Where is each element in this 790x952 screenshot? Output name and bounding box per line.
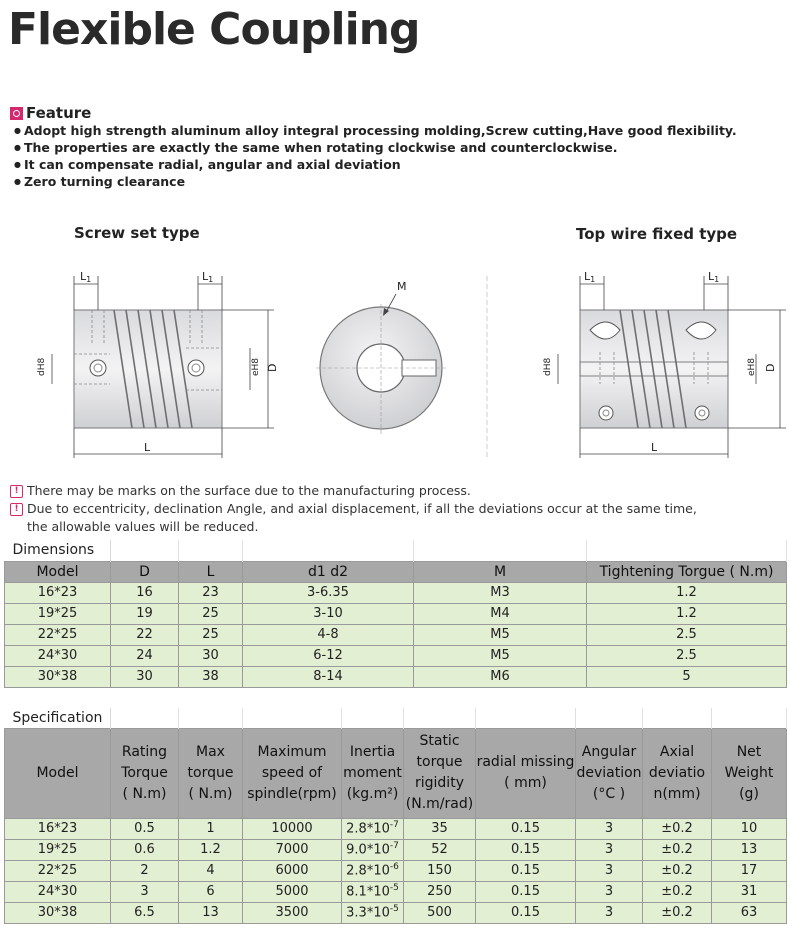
specification-cell: 10 [712, 818, 787, 839]
dimensions-cell: 16 [111, 582, 179, 603]
dimensions-header-cell: M [414, 561, 587, 582]
specification-cell: ±0.2 [643, 902, 712, 923]
inertia-exponent: -7 [389, 841, 399, 852]
specification-header-cell [179, 728, 243, 818]
dimensions-cell: 24*30 [5, 645, 111, 666]
specification-cell: 500 [404, 902, 476, 923]
specification-header-line: (g) [739, 785, 759, 802]
feature-item: ● Zero turning clearance [14, 173, 737, 190]
specification-header-cell [712, 728, 787, 818]
feature-list [14, 122, 737, 190]
dimensions-cell: 19*25 [5, 603, 111, 624]
inertia-base: 2.8*10 [346, 863, 390, 879]
specification-header-cell [576, 728, 643, 818]
specification-cell: ±0.2 [643, 839, 712, 860]
inertia-exponent: -6 [389, 862, 399, 873]
dimensions-cell: 1.2 [587, 603, 787, 624]
specification-cell: 3 [576, 881, 643, 902]
svg-text:D: D [764, 363, 777, 372]
specification-header-line: Angular [581, 743, 637, 760]
dimensions-cell: M3 [414, 582, 587, 603]
dimensions-cell: 6-12 [243, 645, 414, 666]
feature-bullet-icon [10, 107, 23, 120]
coupling-drawings [0, 258, 790, 468]
specification-cell: 3 [576, 839, 643, 860]
specification-header-line: speed of [261, 764, 323, 781]
dimensions-cell: 3-6.35 [243, 582, 414, 603]
top-wire-drawing [543, 270, 786, 458]
dimensions-cell: 22*25 [5, 624, 111, 645]
specification-cell: 10000 [243, 818, 342, 839]
inertia-base: 9.0*10 [346, 842, 390, 858]
dimensions-table [4, 540, 787, 688]
dimensions-cell: 8-14 [243, 666, 414, 687]
specification-cell: 6.5 [111, 902, 179, 923]
specification-cell: 0.15 [476, 860, 576, 881]
specification-header-line: Static [419, 733, 460, 749]
dimensions-cell: 19 [111, 603, 179, 624]
specification-cell: 0.5 [111, 818, 179, 839]
specification-cell: 35 [404, 818, 476, 839]
dimensions-cell: 30 [179, 645, 243, 666]
dimensions-row [5, 582, 787, 603]
specification-table [4, 708, 787, 924]
specification-cell: ±0.2 [643, 860, 712, 881]
feature-item: ● Adopt high strength aluminum alloy integral processing molding,Screw cutting,Have good flexibility. [14, 122, 737, 139]
specification-header-cell [342, 728, 404, 818]
dimensions-cell: 22 [111, 624, 179, 645]
specification-header-line: (N.m/rad) [405, 796, 474, 812]
end-view-drawing [316, 280, 446, 434]
dimensions-cell: 23 [179, 582, 243, 603]
specification-header-cell [643, 728, 712, 818]
dimensions-header-cell: Model [5, 561, 111, 582]
top-wire-type-label: Top wire fixed type [576, 225, 738, 243]
dimensions-cell: 1.2 [587, 582, 787, 603]
feature-item: ● It can compensate radial, angular and axial deviation [14, 156, 737, 173]
svg-text:L1: L1 [708, 270, 720, 284]
inertia-base: 8.1*10 [346, 884, 390, 900]
specification-header-line: ( N.m) [188, 785, 233, 802]
specification-cell: 1.2 [179, 839, 243, 860]
dimensions-row [5, 645, 787, 666]
dimensions-cell: 2.5 [587, 624, 787, 645]
inertia-exponent: -7 [389, 820, 399, 831]
specification-header-line: Net [736, 743, 762, 760]
specification-cell: 3 [576, 902, 643, 923]
specification-caption: Specification [5, 708, 111, 728]
specification-header-line: n(mm) [653, 785, 701, 802]
specification-cell: 150 [404, 860, 476, 881]
specification-header-line: ( N.m) [122, 785, 167, 802]
svg-text:eH8: eH8 [251, 357, 261, 376]
specification-cell: 0.15 [476, 881, 576, 902]
specification-cell: 13 [712, 839, 787, 860]
specification-header-line: Model [36, 764, 79, 781]
dimensions-header-row [5, 561, 787, 582]
specification-cell: 250 [404, 881, 476, 902]
specification-row [5, 860, 787, 881]
feature-heading-text: Feature [26, 104, 92, 122]
specification-cell: 0.15 [476, 902, 576, 923]
specification-header-line: torque [416, 754, 463, 770]
dimensions-header-cell: d1 d2 [243, 561, 414, 582]
specification-cell [342, 902, 404, 923]
specification-header-cell [5, 728, 111, 818]
specification-cell: 17 [712, 860, 787, 881]
svg-text:L1: L1 [80, 270, 92, 284]
specification-row [5, 818, 787, 839]
dimensions-row [5, 624, 787, 645]
specification-cell: 5000 [243, 881, 342, 902]
note-text: Due to eccentricity, declination Angle, and axial displacement, if all the deviations occur at the same time, [27, 501, 697, 516]
svg-text:D: D [266, 363, 279, 372]
specification-cell: 0.15 [476, 818, 576, 839]
note-text: the allowable values will be reduced. [27, 519, 259, 534]
specification-cell [342, 839, 404, 860]
specification-header-line: deviation [576, 764, 642, 781]
warning-icon: ! [10, 485, 23, 498]
inertia-base: 2.8*10 [346, 821, 390, 837]
svg-text:L1: L1 [584, 270, 596, 284]
specification-header-line: ( mm) [504, 775, 547, 791]
svg-text:L1: L1 [202, 270, 214, 284]
feature-heading [10, 104, 91, 122]
specification-header-line: deviatio [648, 764, 706, 781]
specification-cell: 31 [712, 881, 787, 902]
specification-cell: 13 [179, 902, 243, 923]
dimensions-cell: M5 [414, 645, 587, 666]
specification-cell: 30*38 [5, 902, 111, 923]
specification-header-cell [111, 728, 179, 818]
dimensions-cell: 3-10 [243, 603, 414, 624]
specification-header-line: Max [196, 743, 225, 760]
specification-cell: 52 [404, 839, 476, 860]
specification-header-line: Maximum [257, 743, 327, 760]
notes [10, 482, 697, 536]
inertia-exponent: -5 [389, 904, 399, 915]
svg-text:dH8: dH8 [37, 357, 47, 376]
specification-cell: 22*25 [5, 860, 111, 881]
feature-item: ● The properties are exactly the same when rotating clockwise and counterclockwise. [14, 139, 737, 156]
specification-cell [342, 860, 404, 881]
specification-header-line: rigidity [415, 775, 464, 791]
screw-set-drawing [37, 270, 279, 458]
specification-row [5, 839, 787, 860]
dimensions-caption: Dimensions [5, 540, 111, 561]
specification-header-cell [243, 728, 342, 818]
specification-cell: 4 [179, 860, 243, 881]
note-text: There may be marks on the surface due to the manufacturing process. [27, 483, 471, 498]
dimensions-header-cell: Tightening Torgue ( N.m) [587, 561, 787, 582]
svg-text:dH8: dH8 [543, 357, 553, 376]
specification-header-line: (°C ) [592, 785, 626, 802]
specification-header-line: Rating [121, 743, 168, 760]
specification-header-line: Weight [724, 764, 774, 781]
dimensions-row [5, 603, 787, 624]
specification-header-line: Inertia [349, 743, 396, 760]
specification-row [5, 881, 787, 902]
svg-text:eH8: eH8 [747, 357, 757, 376]
specification-cell: 2 [111, 860, 179, 881]
specification-cell: 6000 [243, 860, 342, 881]
specification-cell: 0.15 [476, 839, 576, 860]
specification-header-line: (kg.m²) [346, 785, 399, 802]
dimensions-cell: 30 [111, 666, 179, 687]
specification-cell: 3500 [243, 902, 342, 923]
dimensions-cell: 5 [587, 666, 787, 687]
dimensions-cell: M6 [414, 666, 587, 687]
specification-cell: 3 [576, 818, 643, 839]
specification-cell [342, 818, 404, 839]
specification-header-line: spindle(rpm) [247, 785, 337, 802]
specification-cell: 16*23 [5, 818, 111, 839]
specification-cell: 7000 [243, 839, 342, 860]
specification-cell: 3 [576, 860, 643, 881]
specification-header-cell [476, 728, 576, 818]
specification-cell: 19*25 [5, 839, 111, 860]
specification-header-line: Torque [121, 764, 168, 781]
dimensions-cell: M4 [414, 603, 587, 624]
dimensions-header-cell: D [111, 561, 179, 582]
specification-cell: 24*30 [5, 881, 111, 902]
dimensions-row [5, 666, 787, 687]
dimensions-cell: M5 [414, 624, 587, 645]
specification-cell: 3 [111, 881, 179, 902]
svg-text:L: L [144, 441, 151, 454]
warning-icon: ! [10, 503, 23, 516]
dimensions-cell: 4-8 [243, 624, 414, 645]
specification-header-line: moment [343, 764, 402, 781]
specification-cell: ±0.2 [643, 818, 712, 839]
dimensions-cell: 38 [179, 666, 243, 687]
specification-cell: ±0.2 [643, 881, 712, 902]
inertia-exponent: -5 [389, 883, 399, 894]
specification-cell: 6 [179, 881, 243, 902]
specification-cell: 1 [179, 818, 243, 839]
dimensions-caption-row [5, 540, 787, 561]
specification-header-cell [404, 728, 476, 818]
specification-cell [342, 881, 404, 902]
specification-header-line: Axial [659, 743, 695, 760]
inertia-base: 3.3*10 [346, 905, 390, 921]
page-title: Flexible Coupling [8, 4, 420, 55]
specification-cell: 0.6 [111, 839, 179, 860]
specification-caption-row [5, 708, 787, 728]
svg-text:M: M [397, 280, 407, 293]
dimensions-cell: 16*23 [5, 582, 111, 603]
svg-text:L: L [651, 441, 658, 454]
dimensions-cell: 24 [111, 645, 179, 666]
specification-header-line: radial missing [476, 754, 575, 770]
dimensions-cell: 25 [179, 624, 243, 645]
specification-header-row [5, 728, 787, 818]
dimensions-header-cell: L [179, 561, 243, 582]
dimensions-cell: 25 [179, 603, 243, 624]
dimensions-cell: 2.5 [587, 645, 787, 666]
screw-set-type-label: Screw set type [74, 224, 200, 242]
dimensions-cell: 30*38 [5, 666, 111, 687]
specification-header-line: torque [187, 764, 234, 781]
specification-row [5, 902, 787, 923]
specification-cell: 63 [712, 902, 787, 923]
